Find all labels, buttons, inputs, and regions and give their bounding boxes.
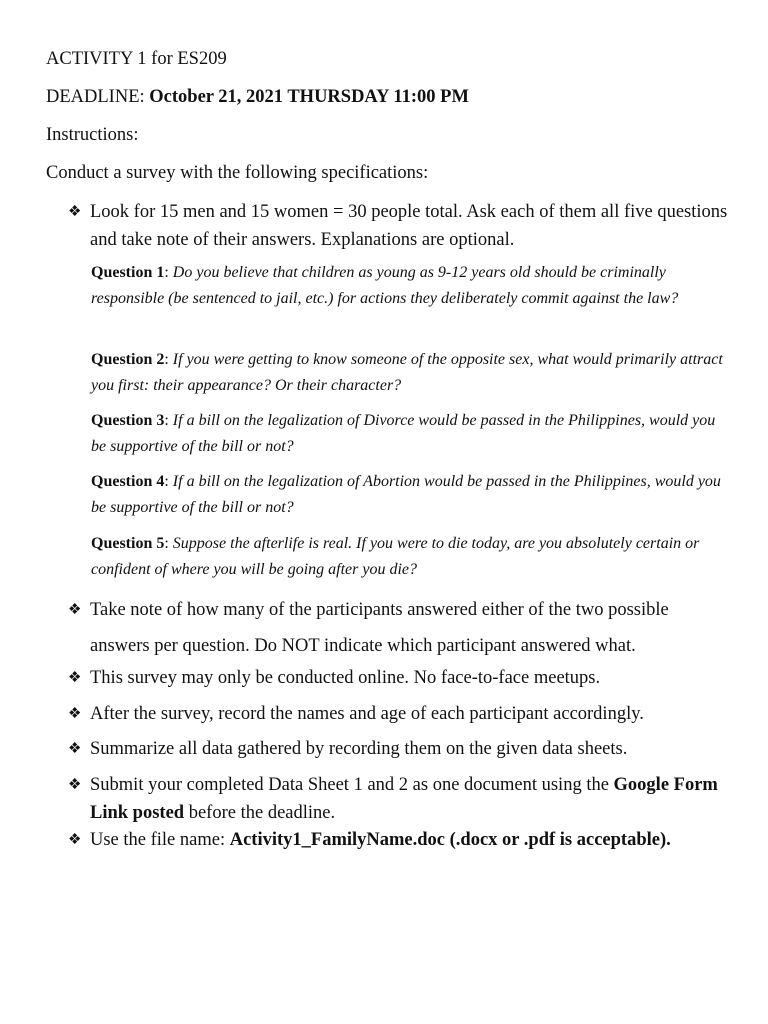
bullet-text: After the survey, record the names and age of each participant accordingly. xyxy=(90,704,644,724)
bullet-diamond-icon: ❖ xyxy=(68,204,82,220)
question-label: Question 5 xyxy=(91,535,165,552)
question-label: Question 1 xyxy=(91,264,165,281)
question-text: Suppose the afterlife is real. If you were to die today, are you absolutely certain or confident of where you will be going after you die? xyxy=(91,535,700,578)
question-label: Question 2 xyxy=(91,351,165,368)
bullet-diamond-icon: ❖ xyxy=(68,670,82,686)
google-form-link-text: Google Form Link posted xyxy=(90,775,718,823)
bullet-item xyxy=(68,592,728,664)
question-1: Question 1: Do you believe that children as young as 9-12 years old should be criminally responsible (be sentenced to jail, etc.) for actions they deliberately commit against the law? xyxy=(91,264,679,307)
question-label: Question 4 xyxy=(91,473,165,490)
bullet-item xyxy=(68,826,728,854)
bullet-diamond-icon: ❖ xyxy=(68,741,82,757)
question-4: Question 4: If a bill on the legalization of Abortion would be passed in the Philippines, would you be supportive of the bill or not? xyxy=(91,473,721,516)
activity-title: ACTIVITY 1 for ES209 xyxy=(46,49,227,69)
bullet-text: This survey may only be conducted online. No face-to-face meetups. xyxy=(90,668,601,688)
bullet-text: Take note of how many of the participants answered either of the two possible answers per question. Do NOT indicate which participant answered what. xyxy=(90,600,669,656)
question-text: If you were getting to know someone of the opposite sex, what would primarily attract you first: their appearance? Or their character? xyxy=(91,351,723,394)
bullet-diamond-icon: ❖ xyxy=(68,832,82,848)
bullet-text-part: Use the file name: xyxy=(90,830,230,850)
bullet-item xyxy=(68,700,728,728)
bullet-diamond-icon: ❖ xyxy=(68,706,82,722)
question-3: Question 3: If a bill on the legalization of Divorce would be passed in the Philippines, would you be supportive of the bill or not? xyxy=(91,412,716,455)
question-5: Question 5: Suppose the afterlife is real. If you were to die today, are you absolutely certain or confident of where you will be going after you die? xyxy=(91,535,700,578)
bullet-item xyxy=(68,664,728,692)
bullet-item xyxy=(68,198,728,254)
question-2: Question 2: If you were getting to know someone of the opposite sex, what would primarily attract you first: their appearance? Or their character? xyxy=(91,351,723,394)
bullet-text xyxy=(90,771,728,827)
question-text: Do you believe that children as young as 9-12 years old should be criminally responsible (be sentenced to jail, etc.) for actions they deliberately commit against the law? xyxy=(91,264,679,307)
deadline-line xyxy=(46,86,469,108)
deadline-value: October 21, 2021 THURSDAY 11:00 PM xyxy=(149,87,469,107)
bullet-text: Summarize all data gathered by recording them on the given data sheets. xyxy=(90,739,628,759)
bullet-diamond-icon: ❖ xyxy=(68,777,82,793)
question-label: Question 3 xyxy=(91,412,165,429)
bullet-item xyxy=(68,735,728,763)
bullet-diamond-icon: ❖ xyxy=(68,602,82,618)
bullet-item xyxy=(68,771,728,827)
survey-intro: Conduct a survey with the following specifications: xyxy=(46,163,429,183)
bullet-text-part: before the deadline. xyxy=(184,803,336,823)
file-name-text: Activity1_FamilyName.doc (.docx or .pdf is acceptable). xyxy=(229,830,671,850)
instructions-heading: Instructions: xyxy=(46,125,139,145)
question-text: If a bill on the legalization of Divorce would be passed in the Philippines, would you be supportive of the bill or not? xyxy=(91,412,716,455)
bullet-text-part: Submit your completed Data Sheet 1 and 2 as one document using the xyxy=(90,775,614,795)
question-text: If a bill on the legalization of Abortion would be passed in the Philippines, would you be supportive of the bill or not? xyxy=(91,473,721,516)
bullet-text: Look for 15 men and 15 women = 30 people total. Ask each of them all five questions and take note of their answers. Explanations are optional. xyxy=(90,202,728,250)
bullet-text xyxy=(90,826,728,854)
deadline-label: DEADLINE: xyxy=(46,87,150,107)
